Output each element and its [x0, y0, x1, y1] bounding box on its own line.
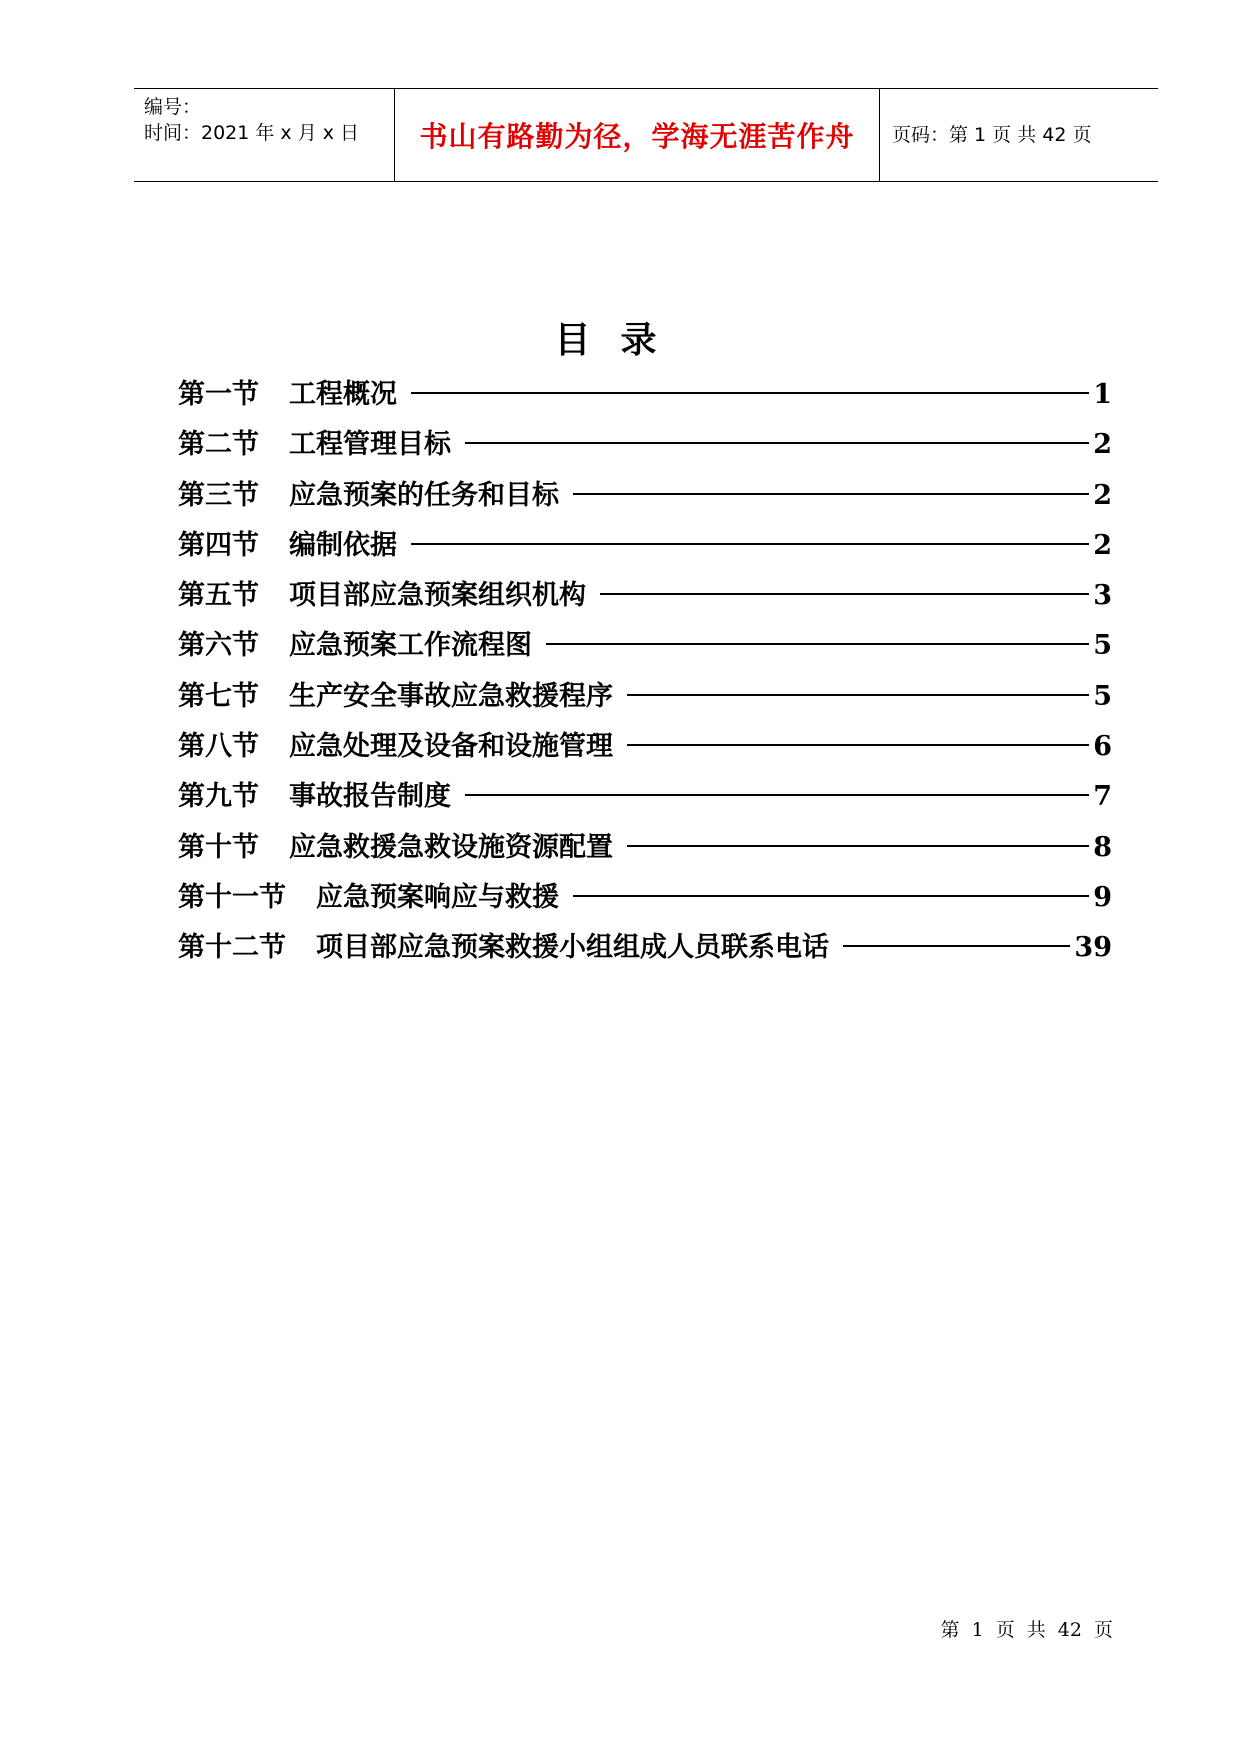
- toc-page-number: 1: [1093, 379, 1112, 410]
- toc-section-title: 项目部应急预案救援小组组成人员联系电话: [316, 932, 829, 964]
- toc-section-number: 第七节: [178, 680, 259, 712]
- toc-section-number: 第五节: [178, 580, 259, 612]
- toc-entry[interactable]: [178, 372, 1112, 422]
- toc-leader-line: [843, 945, 1070, 947]
- toc-entry[interactable]: [178, 422, 1112, 472]
- toc-leader-line: [411, 543, 1089, 545]
- toc-entry[interactable]: [178, 724, 1112, 774]
- toc-leader-line: [627, 694, 1089, 696]
- toc-entry[interactable]: [178, 573, 1112, 623]
- toc-entry[interactable]: [178, 623, 1112, 673]
- toc-section-title: 项目部应急预案组织机构: [289, 580, 586, 612]
- toc-section-number: 第四节: [178, 529, 259, 561]
- header-meta-cell: [134, 89, 394, 181]
- toc-section-number: 第八节: [178, 731, 259, 763]
- toc-section-number: 第九节: [178, 781, 259, 813]
- toc-section-title: 事故报告制度: [289, 781, 451, 813]
- header-page-label: 页码：第 1 页 共 42 页: [892, 124, 1092, 146]
- document-number-label: 编号：: [144, 96, 202, 118]
- toc-leader-line: [411, 392, 1089, 394]
- toc-page-number: 9: [1093, 881, 1112, 913]
- toc-page-number: 5: [1093, 630, 1112, 662]
- toc-section-title: 应急预案的任务和目标: [289, 479, 559, 511]
- toc-leader-line: [546, 643, 1089, 645]
- toc-leader-line: [465, 794, 1089, 796]
- toc-section-number: 第三节: [178, 479, 259, 511]
- header-table: [134, 88, 1158, 182]
- toc-section-number: 第六节: [178, 630, 259, 662]
- toc-section-title: 应急预案响应与救援: [316, 881, 559, 913]
- toc-page-number: 2: [1093, 529, 1112, 561]
- toc-section-title: 工程管理目标: [289, 429, 451, 461]
- toc-section-number: 第十二节: [178, 932, 286, 964]
- toc-title: 目录: [554, 319, 687, 361]
- toc-leader-line: [627, 845, 1089, 847]
- toc-entry[interactable]: [178, 774, 1112, 824]
- toc-section-title: 应急救援急救设施资源配置: [289, 831, 613, 863]
- toc-page-number: 2: [1093, 479, 1112, 511]
- page-footer: 第 1 页 共 42 页: [940, 1619, 1113, 1641]
- toc-section-title: 应急预案工作流程图: [289, 630, 532, 662]
- toc-entry[interactable]: [178, 925, 1112, 975]
- toc-page-number: 7: [1093, 781, 1112, 813]
- toc-section-title: 生产安全事故应急救援程序: [289, 680, 613, 712]
- toc-page-number: 39: [1074, 932, 1112, 964]
- toc-page-number: 2: [1093, 429, 1112, 461]
- toc-page-number: 3: [1093, 580, 1112, 612]
- toc-entry[interactable]: [178, 674, 1112, 724]
- toc-leader-line: [573, 493, 1089, 495]
- toc-page-number: 5: [1093, 680, 1112, 712]
- header-motto-cell: [394, 89, 880, 181]
- toc-leader-line: [600, 593, 1089, 595]
- toc-section-title: 应急处理及设备和设施管理: [289, 731, 613, 763]
- toc-entry[interactable]: [178, 473, 1112, 523]
- toc-leader-line: [573, 895, 1089, 897]
- toc-section-number: 第二节: [178, 429, 259, 461]
- toc-section-number: 第十节: [178, 831, 259, 863]
- toc-entry[interactable]: [178, 523, 1112, 573]
- toc-list: [178, 372, 1112, 976]
- toc-page-number: 6: [1093, 731, 1112, 763]
- motto-text: 书山有路勤为径，学海无涯苦作舟: [419, 120, 855, 153]
- toc-entry[interactable]: [178, 875, 1112, 925]
- toc-entry[interactable]: [178, 825, 1112, 875]
- toc-page-number: 8: [1093, 831, 1112, 863]
- header-page-cell: [880, 89, 1158, 181]
- toc-leader-line: [627, 744, 1089, 746]
- toc-leader-line: [465, 442, 1089, 444]
- toc-section-number: 第十一节: [178, 881, 286, 913]
- toc-section-title: 工程概况: [289, 379, 397, 410]
- document-time-label: 时间：2021 年 x 月 x 日: [144, 122, 360, 144]
- toc-section-number: 第一节: [178, 379, 259, 410]
- toc-section-title: 编制依据: [289, 529, 397, 561]
